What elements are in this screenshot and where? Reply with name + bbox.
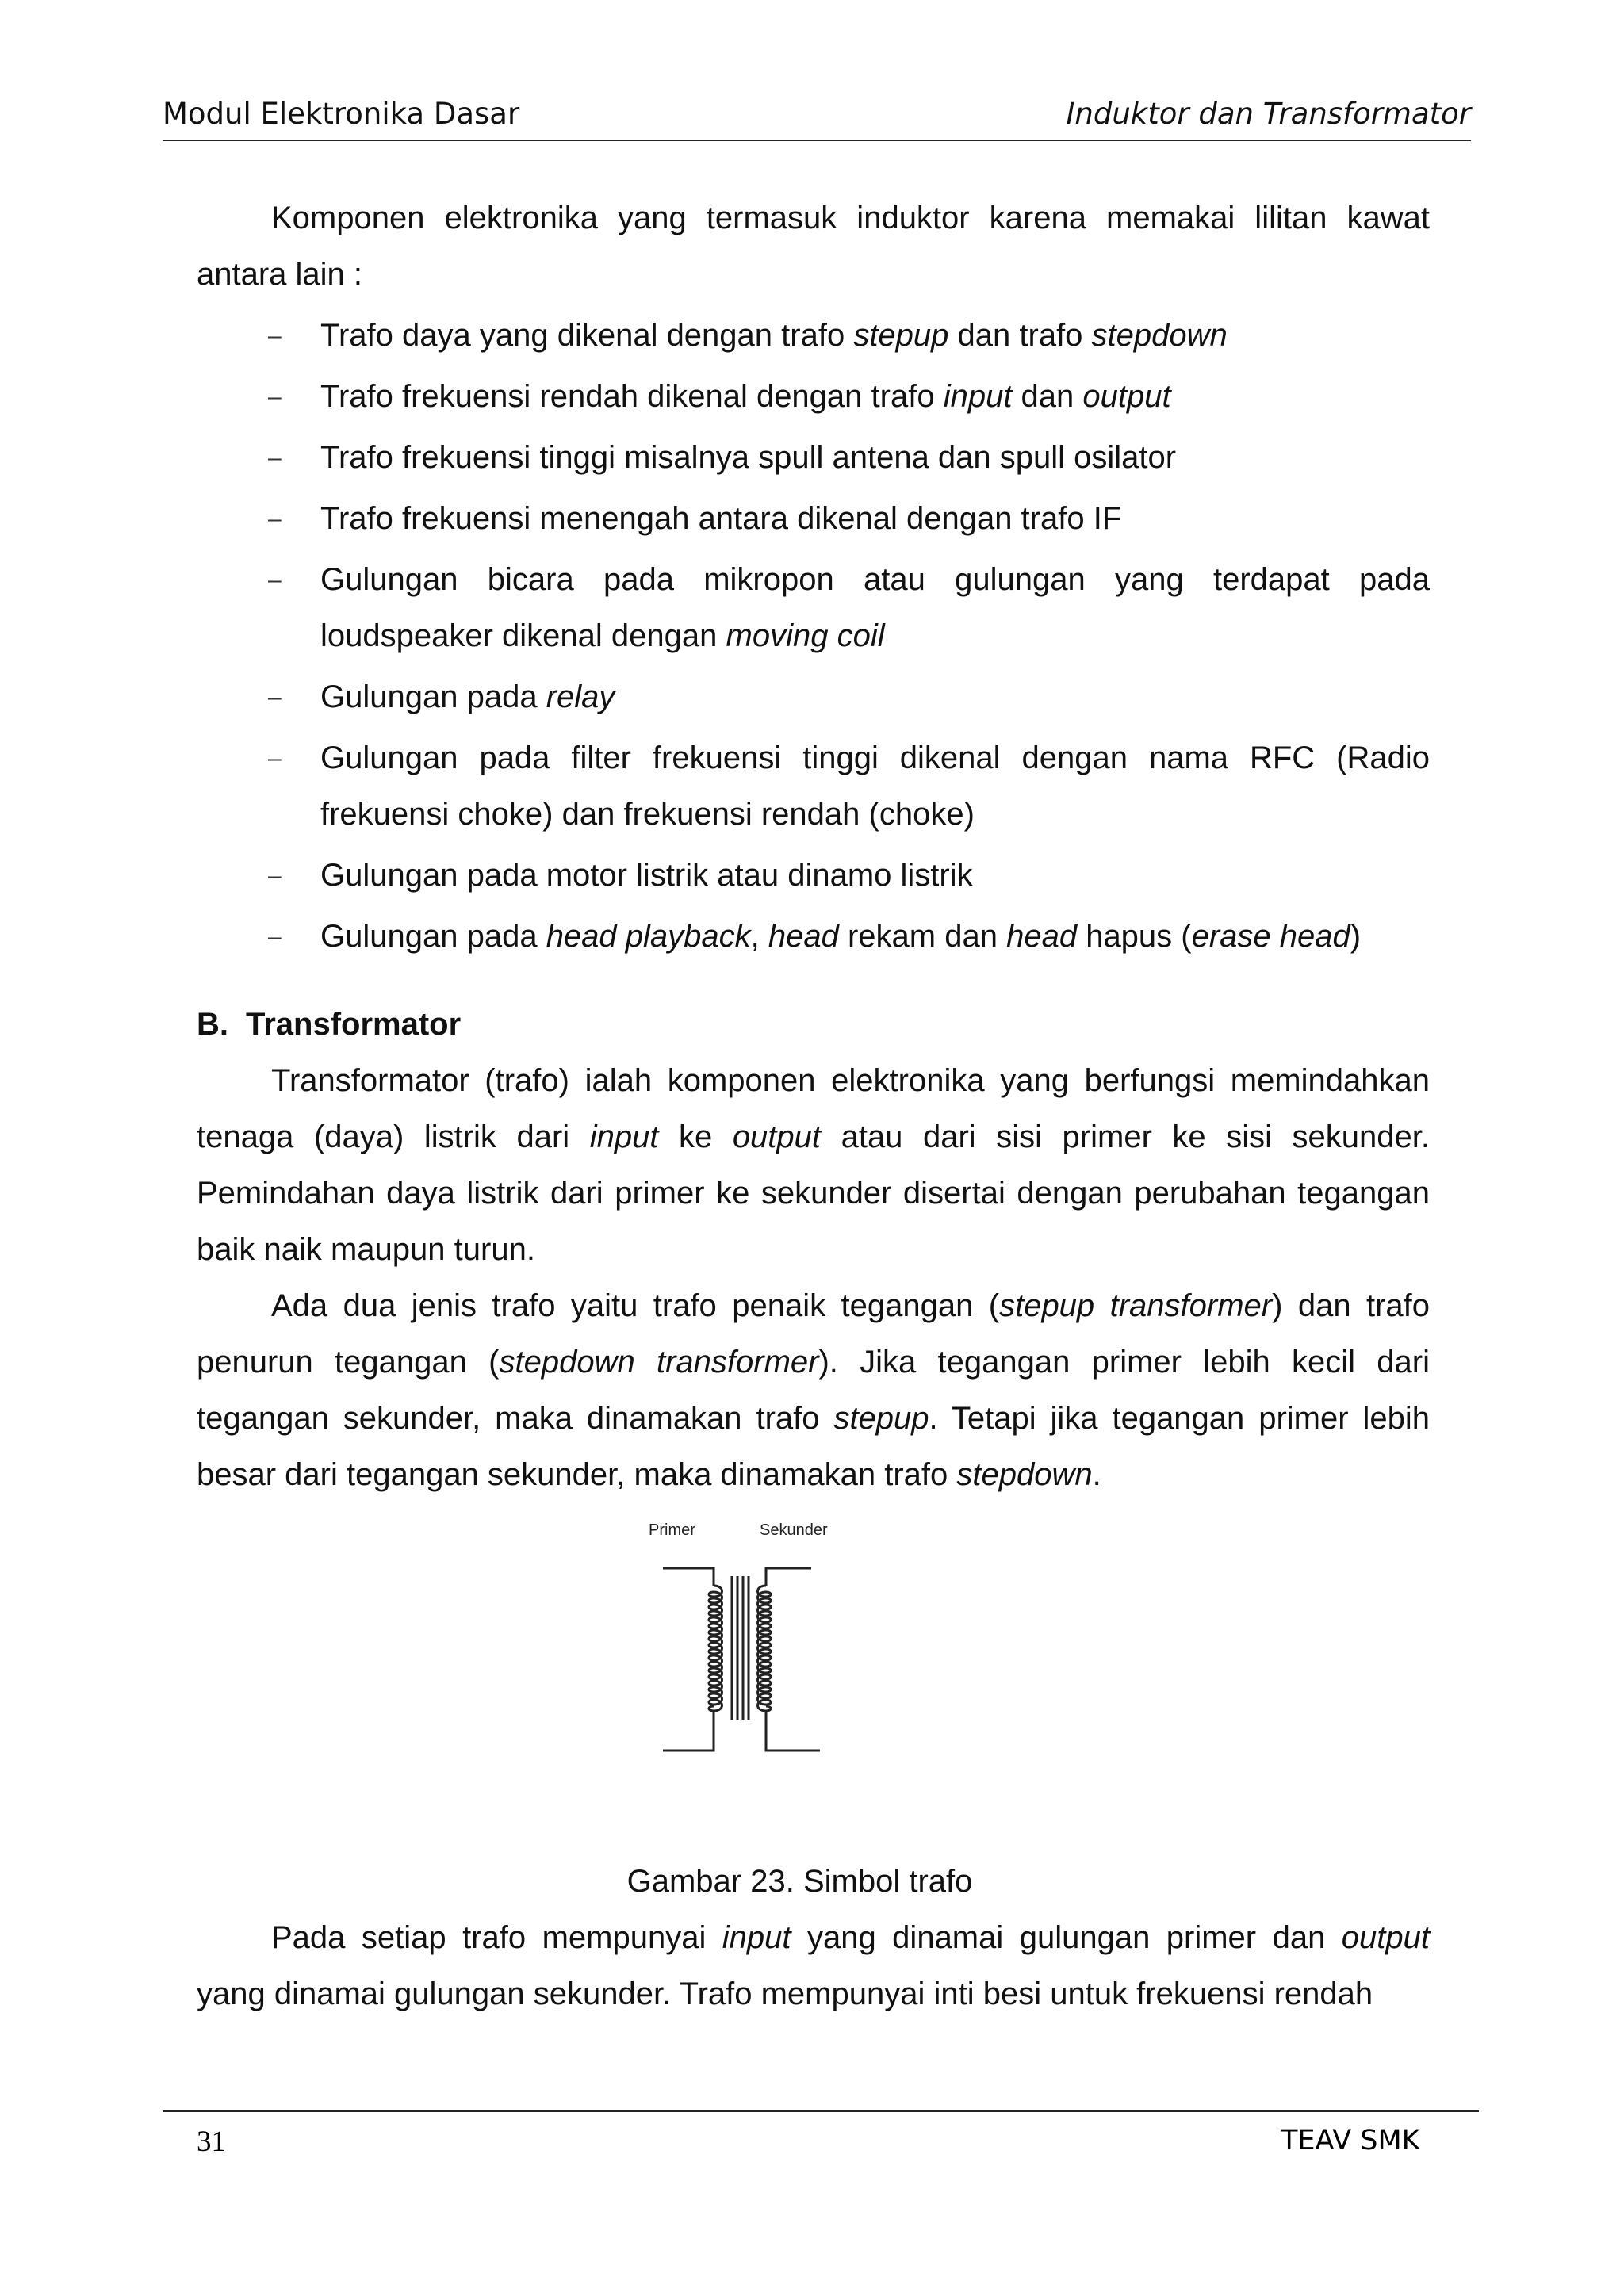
inductor-component-list (197, 308, 1430, 965)
text-run: Trafo frekuensi tinggi misalnya spull antena dan spull osilator (320, 440, 1177, 475)
text-run: Gulungan pada motor listrik atau dinamo listrik (320, 858, 973, 893)
dash-bullet-icon: ‒ (268, 863, 282, 889)
text-run: Gulungan pada (320, 679, 546, 714)
italic-term: stepdown (956, 1457, 1093, 1492)
text-run: yang dinamai gulungan sekunder. Trafo mempunyai inti besi untuk frekuensi rendah (197, 1976, 1373, 2011)
italic-term: stepdown (1091, 318, 1228, 353)
transformer-symbol-icon (641, 1513, 879, 1846)
primary-coil (709, 1586, 722, 1711)
dash-bullet-icon: ‒ (268, 684, 282, 710)
italic-term: stepdown transformer (499, 1345, 819, 1380)
secondary-bottom-lead (766, 1711, 820, 1751)
text-run: Gulungan bicara pada mikropon atau gulungan yang terdapat pada loudspeaker dikenal dengan (320, 562, 1430, 653)
list-item (197, 848, 1430, 904)
footer-publisher: TEAV SMK (1281, 2125, 1420, 2156)
list-item (197, 730, 1430, 843)
intro-line-2: antara lain : (197, 257, 363, 292)
label-sekunder: Sekunder (760, 1521, 828, 1539)
text-run: Gulungan pada filter frekuensi tinggi dikenal dengan nama RFC (Radio frekuensi choke) dan frekuensi rendah (choke) (320, 740, 1430, 832)
text-run: Pada setiap trafo mempunyai (271, 1920, 722, 1955)
text-run: hapus ( (1077, 919, 1192, 954)
trafo-symbol-figure (197, 1513, 1430, 1854)
closing-paragraph (197, 1910, 1430, 2022)
list-item (197, 369, 1430, 425)
secondary-coil (758, 1586, 772, 1711)
dash-bullet-icon: ‒ (268, 745, 282, 771)
italic-term: input (943, 379, 1013, 414)
primary-bottom-lead (663, 1711, 714, 1751)
text-run: Trafo daya yang dikenal dengan trafo (320, 318, 854, 353)
text-run: ke (658, 1119, 733, 1154)
text-run: rekam dan (838, 919, 1007, 954)
list-item (197, 491, 1430, 547)
list-item (197, 552, 1430, 664)
text-run: Trafo frekuensi menengah antara dikenal dengan trafo IF (320, 501, 1122, 536)
dash-bullet-icon: ‒ (268, 445, 282, 471)
italic-term: erase head (1191, 919, 1350, 954)
italic-term: head (1006, 919, 1078, 954)
secondary-top-lead (766, 1568, 811, 1586)
header-chapter-title: Induktor dan Transformator (1066, 97, 1471, 131)
transformator-types-paragraph (197, 1278, 1430, 1503)
figure-caption: Gambar 23. Simbol trafo (626, 1864, 973, 1899)
section-letter: B. (197, 1007, 228, 1042)
text-run: yang dinamai gulungan primer dan (791, 1920, 1342, 1955)
italic-term: stepup (833, 1401, 929, 1436)
text-run: ) dan trafo penurun tegangan ( (197, 1288, 1431, 1380)
header-module-title: Modul Elektronika Dasar (163, 97, 520, 131)
footer-rule (163, 2110, 1479, 2112)
section-title: Transformator (246, 1007, 462, 1042)
dash-bullet-icon: ‒ (268, 924, 282, 950)
primary-top-lead (663, 1568, 714, 1586)
text-run: . (1092, 1457, 1101, 1492)
transformator-definition-paragraph (197, 1053, 1430, 1278)
text-run: ). Jika tegangan primer lebih kecil dari tegangan sekunder, maka dinamakan trafo (197, 1345, 1430, 1436)
text-run: ) (1350, 919, 1362, 954)
italic-term: stepup transformer (999, 1288, 1273, 1323)
dash-bullet-icon: ‒ (268, 506, 282, 532)
italic-term: output (1082, 379, 1171, 414)
italic-term: moving coil (726, 618, 885, 653)
italic-term: stepup (853, 318, 949, 353)
italic-term: input (589, 1119, 659, 1154)
label-primer: Primer (649, 1521, 695, 1539)
page-header (163, 94, 1471, 141)
section-heading (197, 997, 1430, 1053)
list-item (197, 308, 1430, 364)
italic-term: head (768, 919, 839, 954)
text-run: . Tetapi jika tegangan primer lebih besar dari tegangan sekunder, maka dinamakan trafo (197, 1401, 1430, 1492)
header-rule (163, 140, 1471, 141)
list-item (197, 430, 1430, 486)
dash-bullet-icon: ‒ (268, 323, 282, 349)
text-run: dan (1012, 379, 1083, 414)
italic-term: relay (546, 679, 615, 714)
text-run: atau dari sisi primer ke sisi sekunder. Pemindahan daya listrik dari primer ke sekunder disertai dengan perubahan tegangan baik naik maupun turun. (197, 1119, 1431, 1267)
italic-term: input (722, 1920, 791, 1955)
intro-line-1: Komponen elektronika yang termasuk induktor karena memakai lilitan kawat (271, 201, 1430, 235)
dash-bullet-icon: ‒ (268, 567, 282, 593)
italic-term: output (1341, 1920, 1430, 1955)
intro-paragraph (197, 190, 1430, 303)
text-run: Ada dua jenis trafo yaitu trafo penaik tegangan ( (271, 1288, 1000, 1323)
text-run: , (750, 919, 768, 954)
dash-bullet-icon: ‒ (268, 384, 282, 410)
text-run: Gulungan pada (320, 919, 546, 954)
list-item (197, 909, 1430, 965)
text-run: Transformator (trafo) ialah komponen elektronika yang berfungsi memindahkan tenaga (daya) listrik dari (197, 1063, 1430, 1154)
italic-term: head playback (546, 919, 751, 954)
text-run: dan trafo (948, 318, 1092, 353)
page-body (197, 190, 1430, 2022)
page-number: 31 (197, 2126, 226, 2158)
text-run: Trafo frekuensi rendah dikenal dengan trafo (320, 379, 944, 414)
list-item (197, 669, 1430, 725)
italic-term: output (732, 1119, 822, 1154)
